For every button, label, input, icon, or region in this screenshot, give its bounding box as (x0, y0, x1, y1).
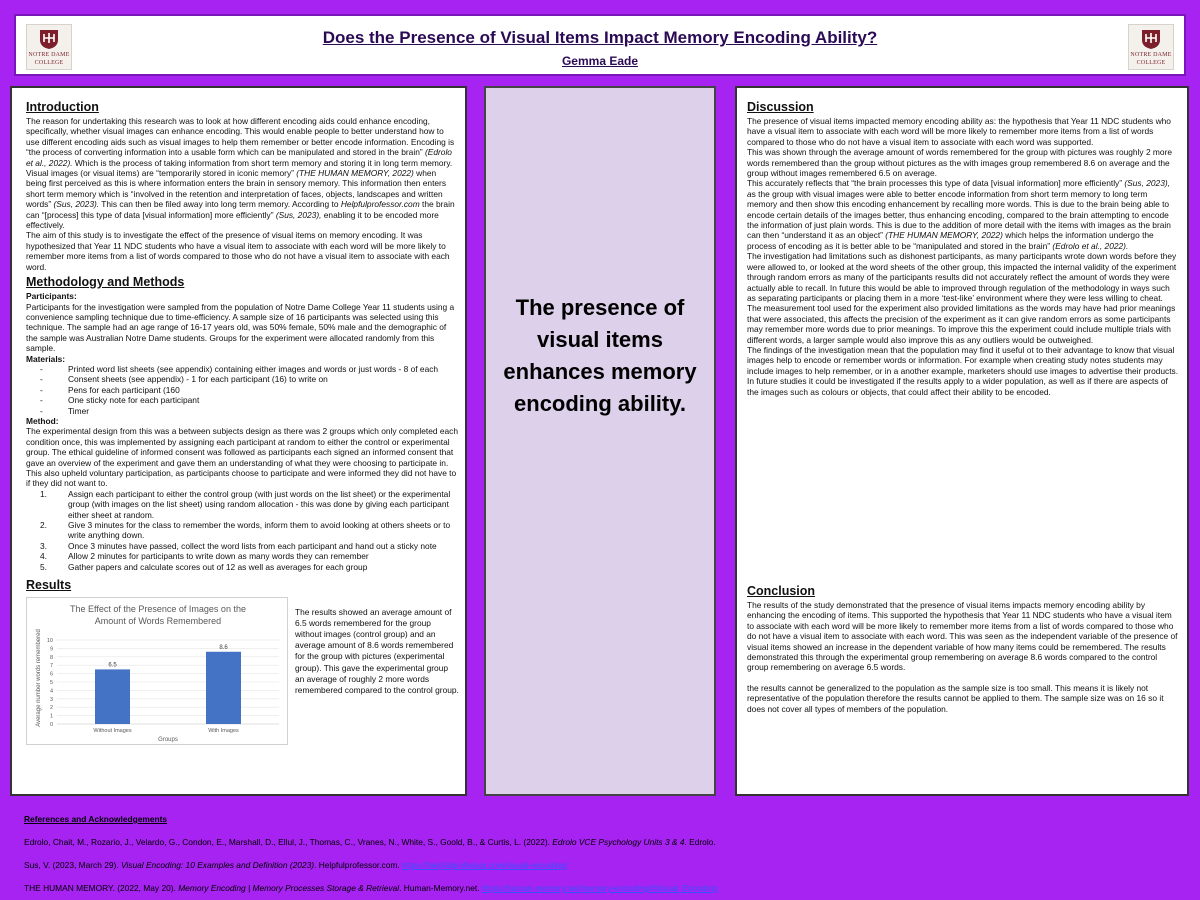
materials-label: Materials: (26, 353, 66, 364)
discussion-paragraph-7: In future studies it could be investigated if the results apply to a wider population, as well as if there are aspects of the images such as colours or objects, that could affect their ability to be encoded. (747, 376, 1168, 397)
materials-list (26, 364, 459, 416)
chart-x-tick-label: With Images (208, 728, 239, 735)
chart-y-tick-label: 1 (49, 713, 53, 720)
methodology-heading: Methodology and Methods (26, 275, 185, 290)
reference-1: Edrolo, Chait, M., Rozario, J., Velardo, G., Condon, E., Marshall, D., Ellul, J., Thomas, C., Vranes, N., White, S., Goold, B., & Curtis, L. (2022). Edrolo VCE Psychology Units 3 & 4. Edrolo. (24, 837, 716, 847)
chart-title: Amount of Words Remembered (94, 616, 222, 627)
discussion-paragraph-6: The findings of the investigation mean that the population may find it useful ot to their advantage to know that visual images help to encode or remember words or information. For example when creating study notes students may include images to help remember, or in a another example, marketers should use images to advertise their products. (747, 344, 1179, 376)
chart-y-tick-label: 5 (49, 680, 53, 687)
reference-link[interactable]: https://human-memory.net/memory-encoding/#Visual_Encoding (481, 883, 718, 893)
key-statement: The presence of visual items enhances memory encoding ability. (503, 295, 697, 416)
references-section (10, 806, 1190, 900)
crest-icon (1140, 28, 1162, 50)
method-label: Method: (26, 415, 59, 426)
discussion-paragraph-3: This accurately reflects that “the brain processes this type of data [visual information] more efficiently” (Sus, 2023), as the group with visual images were able to better encode information from short term memory to long term memory and then show this encoding enhancement by recalling more words. This is due to the brain being able to encode certain details of the images better, thus enhancing encoding, compared to the brain attempting to encode the information of just plain words. This is due to the addition of more detail with the items with images as the brain can then “understand it as an object” (THE HUMAN MEMORY, 2022) which helps the information undergo the process of encoding as it is better able to be “manipulated and stored in the brain” (Edrolo et al., 2022). (747, 178, 1171, 251)
chart-y-axis-label: Average number words remembered (36, 629, 42, 727)
logo-text-line1: NOTRE DAME (28, 52, 70, 58)
list-item: 5. Gather papers and calculate scores out of 12 as well as averages for each group (40, 561, 368, 572)
participants-label: Participants: (26, 291, 77, 302)
list-item: - Consent sheets (see appendix) - 1 for each participant (16) to write on (26, 374, 459, 384)
list-item: 1. Assign each participant to either the control group (with just words on the list sheet) or the experimental group (with images on the list sheet) using random allocation - this was done by giving each participant either sheet at random. (40, 488, 451, 520)
reference-3: THE HUMAN MEMORY. (2022, May 20). Memory Encoding | Memory Processes Storage & Retrieval. Human-Memory.net. https://human-memory.net/memory-encoding/#Visual_Encoding (24, 883, 718, 893)
chart-y-tick-label: 10 (46, 638, 53, 645)
conclusion-paragraph-2: the results cannot be generalized to the population as the sample size is too small. This means it is likely not representative of the population therefore the results cannot be applied to them. The sample size was on 16 so it does not cover all types of members of the population. (747, 682, 1164, 714)
bar-chart-svg (27, 598, 289, 746)
right-panel (735, 86, 1189, 796)
chart-y-tick-label: 4 (49, 688, 53, 695)
logo-text-line1: NOTRE DAME (1130, 52, 1172, 58)
discussion-paragraph-4: The investigation had limitations such as dishonest participants, as many participants wrote down words before they were allowed to, or looked at the word sheets of the other group, this impacted the internal validity of the experiment through random errors as many of the participants results did not accurately reflect the amount of words they were actually able to recall. In future this would be able to improved through regulation of the methodology in ways such as separating participants or placing them in a more ‘test-like’ environment where they were less willing to cheat. (747, 251, 1177, 303)
chart-x-axis-label: Groups (158, 737, 178, 744)
introduction-heading: Introduction (26, 100, 99, 114)
left-panel (10, 86, 467, 796)
method-steps (26, 489, 459, 572)
reference-2: Sus, V. (2023, March 29). Visual Encoding: 10 Examples and Definition (2023). Helpfulprofessor.com. https://helpfulprofessor.com/visual-encoding/ (24, 860, 568, 870)
reference-link[interactable]: https://helpfulprofessor.com/visual-encoding/ (402, 860, 568, 870)
results-heading: Results (26, 578, 72, 593)
chart-y-tick-label: 8 (49, 654, 53, 661)
chart-data-label: 6.5 (108, 662, 117, 669)
discussion-paragraph-2: This was shown through the average amount of words remembered for the group with pictures was roughly 2 more words remembered than the group without pictures as the with images group remembered 8.6 on average and the group without images remembered 6.5 on average. (747, 147, 1173, 179)
chart-bar (95, 669, 130, 724)
chart-y-tick-label: 3 (49, 696, 53, 703)
chart-y-tick-label: 9 (49, 646, 53, 653)
introduction-paragraph-1: The reason for undertaking this research was to look at how different encoding aids could enhance encoding, specifically, whether visual images can enhance encoding. This would enable people to better understand how to use different encoding aids such as visual images to help them remember or better encode information. Encoding is “the process of converting information into a usable form which can be manipulated and stored in the brain” (Edrolo et al., 2022). Which is the process of taking information from short term memory and storing it in long term memory. Visual images (or visual items) are “temporarily stored in iconic memory” (THE HUMAN MEMORY, 2022) when being first perceived as this is where information enters the brain in sensory memory. This information then enters short term memory which is “involved in the retention and interpretation of faces, objects, landscapes and written words” (Sus, 2023). This can then be filed away into long term memory. According to Helpfulprofessor.com the brain can “[process] this type of data [visual information] more efficiently” (Sus, 2023), enabling it to be encoded more effectively. (26, 116, 455, 231)
chart-y-tick-label: 7 (49, 663, 53, 670)
list-item: 4. Allow 2 minutes for participants to write down as many words they can remember (40, 551, 369, 562)
references-heading: References and Acknowledgements (24, 814, 168, 824)
conclusion-heading: Conclusion (747, 584, 816, 598)
results-text: The results showed an average amount of 6.5 words remembered for the group without images (control group) and an average amount of 8.6 words remembered for the group with pictures (experimental group). This gave the experimental group an average of roughly 2 more words remembered compared to the control group. (295, 607, 459, 695)
chart-y-tick-label: 0 (49, 722, 53, 729)
list-item: - Timer (26, 406, 459, 416)
method-text: The experimental design from this was a between subjects design as there was 2 groups which only completed each condition once, this was implemented by assigning each participant at random to either the control or experimental group. The ethical guideline of informed consent was followed as participants each signed an informed consent that gave an overview of the experiment and gave them an understanding of what they were choosing to participate in. This also upheld voluntary participation, as participants choose to participate and were informed they did not have to if they did not want to. (26, 426, 459, 489)
list-item: - One sticky note for each participant (26, 395, 459, 405)
introduction-paragraph-2: The aim of this study is to investigate the effect of the presence of visual items on memory encoding. It was hypothesized that Year 11 NDC students who have a visual item to associate with each word will be more likely to remember more items from a list of words compared to those who do not have a visual item to associate with each word. (26, 230, 450, 272)
logo-text-line2: COLLEGE (1136, 60, 1166, 66)
chart-title: The Effect of the Presence of Images on the (70, 604, 246, 615)
results-row (26, 597, 459, 745)
conclusion-body (747, 600, 1179, 714)
college-logo-right (1128, 24, 1174, 70)
chart-data-label: 8.6 (219, 644, 228, 651)
poster-title: Does the Presence of Visual Items Impact Memory Encoding Ability? (322, 28, 878, 47)
center-panel (484, 86, 716, 796)
discussion-paragraph-1: The presence of visual items impacted memory encoding ability as: the hypothesis that Year 11 NDC students who have a visual item to associate with each word will be more likely to remember more items from a list of words compared to those who do not have a visual item to associate with each word was supported. (747, 116, 1171, 147)
list-item: 3. Once 3 minutes have passed, collect the word lists from each participant and hand out a sticky note (40, 540, 437, 551)
discussion-heading: Discussion (747, 100, 814, 114)
list-item: - Printed word list sheets (see appendix) containing either images and words or just words - 8 of each (26, 364, 459, 374)
poster-author: Gemma Eade (561, 54, 639, 68)
participants-text: Participants for the investigation were sampled from the population of Notre Dame College Year 11 students using a convenience sampling technique due to time-efficiency. A sample size of 16 participants was selected using this technique. The sample had an age range of 16-17 years old, was 50% female, 50% male and the demographic of the sample was Australian Notre Dame students. Groups for the experiment were allocated randomly from this sample. (26, 301, 455, 354)
chart-y-tick-label: 2 (49, 705, 53, 712)
chart-y-tick-label: 6 (49, 671, 53, 678)
discussion-paragraph-5: The measurement tool used for the experiment also provided limitations as the words may have had prior meanings that were associated, this affects the precision of the experiment as it can give random errors as some participants may remember more words due to prior meanings. To improve this the experiment could include multiple trials with different words, a larger sample would also improve this as any outliers would be outweighed. (747, 303, 1176, 345)
list-item: 2. Give 3 minutes for the class to remember the words, inform them to avoid looking at others sheets or to write anything down. (40, 520, 451, 541)
chart-x-tick-label: Without Images (93, 728, 132, 735)
results-chart (26, 597, 288, 745)
conclusion-paragraph-1: The results of the study demonstrated that the presence of visual items impacts memory encoding ability by enhancing the encoding of items. This supported the hypothesis that Year 11 NDC students who have a visual item to associate with each word will be more likely to remember more items from a list of words compared to those who do not have a visual item to associate with each word. This was seen as the independent variable of the presence of visual items showed an increase in the dependent variable of how many items could be remembered. The results demonstrated this through the experimental group remembering on average 8.6 words compared to the control group remembering on average 6.5 words. (747, 600, 1178, 673)
list-item: - Pens for each participant (160 (26, 385, 459, 395)
poster-header (14, 14, 1186, 76)
logo-text-line2: COLLEGE (34, 60, 64, 66)
chart-bar (206, 652, 241, 724)
